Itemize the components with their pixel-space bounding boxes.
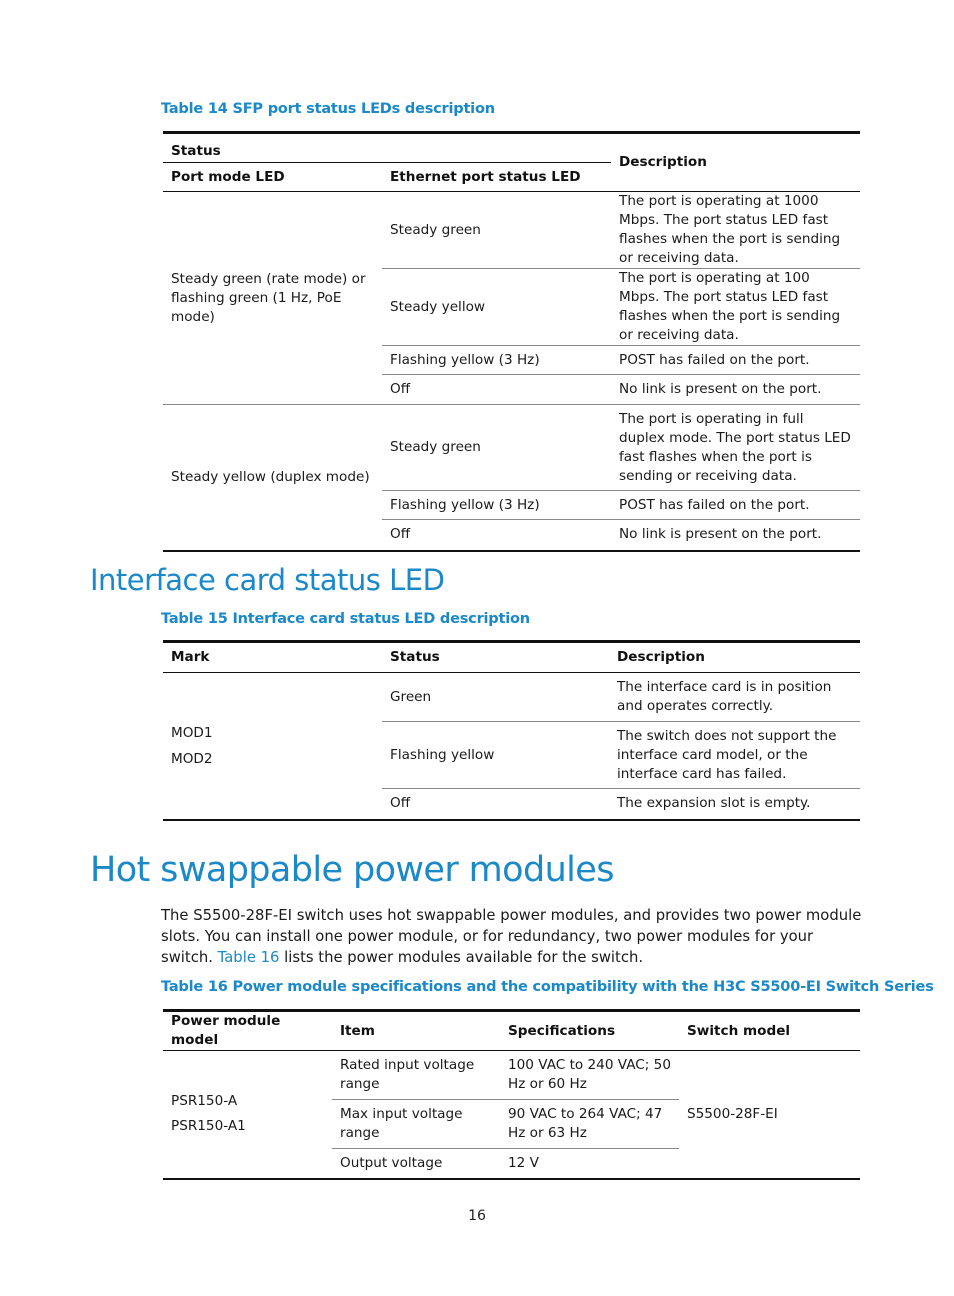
status-cell: Off	[390, 795, 411, 812]
status-cell: Flashing yellow	[382, 722, 609, 789]
switch-model-header: Switch model	[687, 1022, 791, 1039]
mark-label: MOD2	[171, 750, 213, 767]
description-cell: No link is present on the port.	[619, 526, 822, 543]
table-15-caption: Table 15 Interface card status LED description	[161, 611, 530, 627]
description-cell: POST has failed on the port.	[611, 346, 860, 375]
table-row	[163, 673, 860, 722]
table-14	[163, 131, 860, 552]
intro-text: The S5500-28F-EI switch uses hot swappable power modules, and provides two power module slots. You can install one power module, or for redundancy, two power modules for your switch.	[161, 907, 862, 966]
intro-paragraph	[161, 905, 866, 968]
description-cell: POST has failed on the port.	[611, 491, 860, 520]
page-number: 16	[468, 1208, 486, 1224]
mark-cell	[163, 673, 382, 820]
power-module-model-header: Power module model	[171, 1013, 281, 1048]
model-cell	[163, 1051, 332, 1179]
table-row	[163, 192, 860, 269]
table-16-caption: Table 16 Power module specifications and the compatibility with the H3C S5500-EI Switch Series	[161, 979, 934, 995]
ethernet-led-cell: Off	[390, 526, 411, 543]
spec-cell: 90 VAC to 264 VAC; 47 Hz or 63 Hz	[500, 1100, 679, 1149]
item-cell: Rated input voltage range	[332, 1051, 500, 1100]
table-15	[163, 640, 860, 821]
ethernet-led-cell: Off	[382, 375, 611, 405]
section-heading-power-modules: Hot swappable power modules	[90, 850, 614, 890]
intro-text-end: lists the power modules available for the switch.	[279, 949, 644, 966]
mark-header: Mark	[171, 649, 210, 665]
switch-model-cell: S5500-28F-EI	[679, 1051, 860, 1179]
description-header: Description	[611, 133, 860, 192]
table-14-caption: Table 14 SFP port status LEDs description	[161, 101, 495, 117]
status-cell: Green	[382, 673, 609, 722]
item-cell: Max input voltage range	[332, 1100, 500, 1149]
item-cell: Output voltage	[340, 1154, 443, 1171]
ethernet-led-cell: Steady yellow	[382, 269, 611, 346]
status-header: Status	[163, 133, 611, 163]
table-16	[163, 1009, 860, 1180]
description-cell: The interface card is in position and operates correctly.	[609, 673, 860, 722]
table-row	[163, 405, 860, 491]
ethernet-led-header: Ethernet port status LED	[390, 168, 581, 185]
description-cell: The switch does not support the interface card model, or the interface card has failed.	[609, 722, 860, 789]
table-16-link[interactable]: Table 16	[217, 949, 280, 966]
spec-cell: 100 VAC to 240 VAC; 50 Hz or 60 Hz	[500, 1051, 679, 1100]
ethernet-led-cell: Steady green	[382, 192, 611, 269]
spec-cell: 12 V	[508, 1154, 539, 1171]
description-cell: The port is operating at 1000 Mbps. The port status LED fast flashes when the port is sending or receiving data.	[611, 192, 860, 269]
section-heading-interface-card: Interface card status LED	[90, 563, 445, 597]
port-mode-cell: Steady yellow (duplex mode)	[163, 405, 382, 551]
table-row	[163, 1051, 860, 1100]
port-mode-led-header: Port mode LED	[171, 168, 285, 185]
description-cell: The expansion slot is empty.	[617, 795, 811, 812]
item-header: Item	[340, 1022, 375, 1039]
mark-label: MOD1	[171, 724, 213, 741]
status-header: Status	[390, 649, 440, 665]
description-header: Description	[617, 649, 705, 665]
description-cell: The port is operating at 100 Mbps. The port status LED fast flashes when the port is sending or receiving data.	[611, 269, 860, 346]
ethernet-led-cell: Flashing yellow (3 Hz)	[382, 346, 611, 375]
specifications-header: Specifications	[508, 1022, 616, 1039]
ethernet-led-cell: Flashing yellow (3 Hz)	[382, 491, 611, 520]
model-label: PSR150-A1	[171, 1118, 246, 1135]
description-cell: No link is present on the port.	[611, 375, 860, 405]
description-cell: The port is operating in full duplex mode. The port status LED fast flashes when the port is sending or receiving data.	[611, 405, 860, 491]
ethernet-led-cell: Steady green	[382, 405, 611, 491]
port-mode-cell: Steady green (rate mode) or flashing green (1 Hz, PoE mode)	[163, 192, 382, 405]
model-label: PSR150-A	[171, 1093, 238, 1110]
